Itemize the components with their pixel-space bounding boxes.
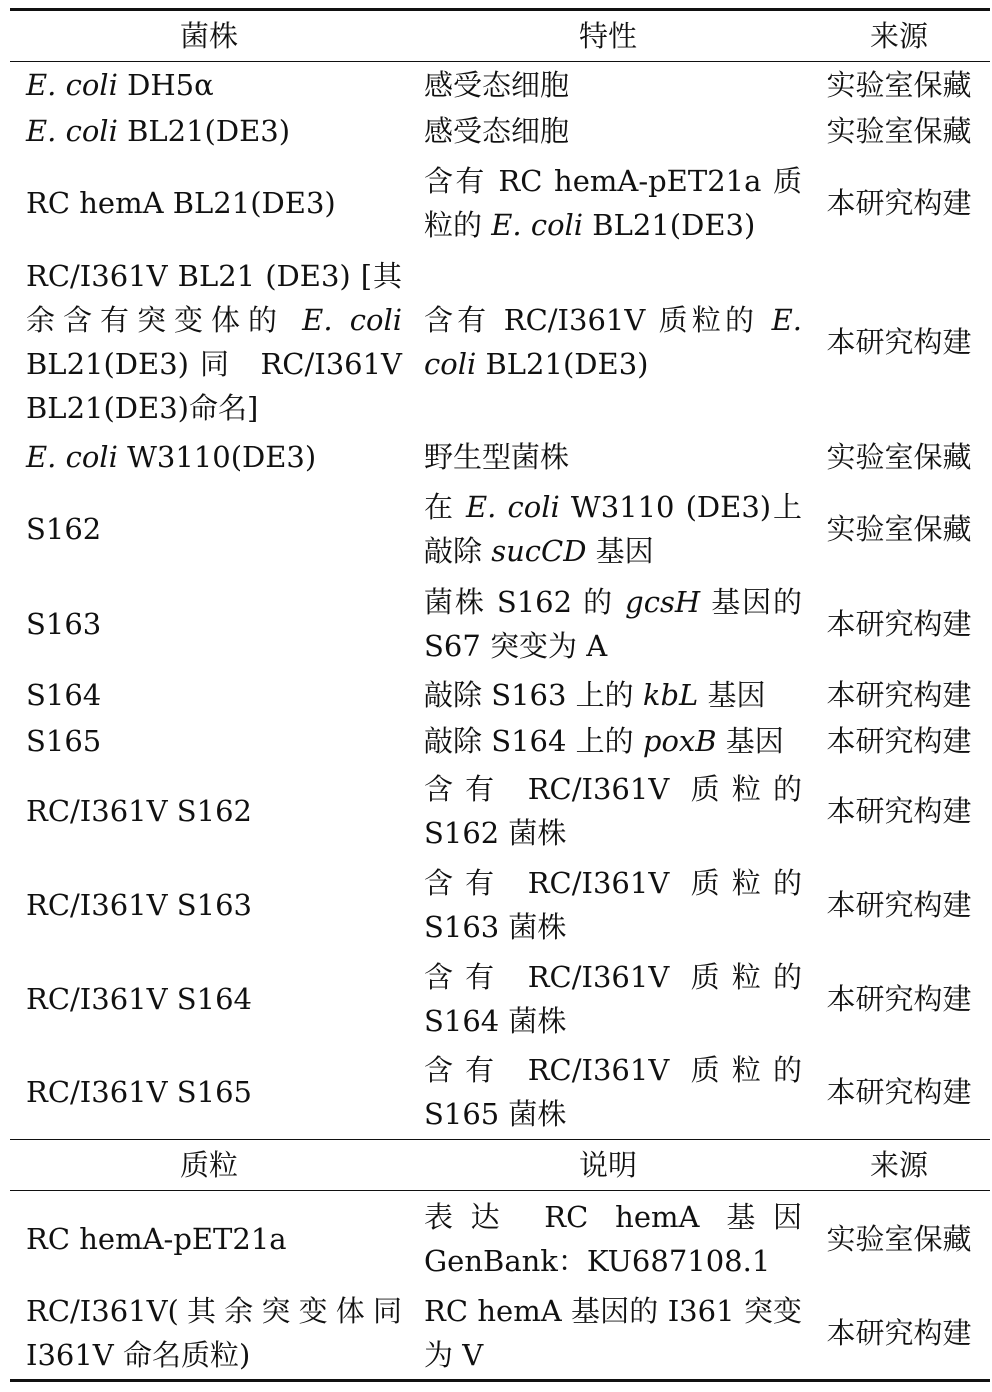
name-cell: RC/I361V BL21 (DE3) [其余含有突变体的 E. coli BL21(DE3)同 RC/I361V BL21(DE3)命名] — [26, 258, 403, 425]
trait-cell: 含有 RC/I361V 质粒的 S163 菌株 — [424, 865, 802, 944]
name-cell: S164 — [26, 677, 102, 712]
header-trait: 特性 — [408, 10, 808, 62]
header-plasmid: 质粒 — [10, 1140, 408, 1191]
strain-row — [10, 252, 990, 432]
source-cell: 本研究构建 — [826, 324, 972, 359]
plasmid-header-row — [10, 1140, 990, 1191]
trait-cell: 含有 RC/I361V 质粒的 S164 菌株 — [424, 959, 802, 1038]
name-cell: E. coli BL21(DE3) — [26, 113, 291, 148]
name-cell: RC hemA BL21(DE3) — [26, 185, 336, 220]
source-cell: 本研究构建 — [826, 677, 972, 712]
trait-cell: RC hemA 基因的 I361 突变为 V — [408, 1287, 808, 1381]
strain-row — [10, 858, 990, 952]
strain-row — [10, 764, 990, 858]
strain-row — [10, 718, 990, 764]
name-cell: RC/I361V S162 — [26, 793, 252, 828]
source-cell: 本研究构建 — [826, 793, 972, 828]
plasmid-rows — [10, 1191, 990, 1381]
strain-row — [10, 1046, 990, 1140]
trait-cell: 野生型菌株 — [424, 439, 570, 474]
name-cell: RC/I361V S163 — [26, 887, 252, 922]
source-cell: 本研究构建 — [826, 185, 972, 220]
source-cell: 本研究构建 — [808, 1287, 990, 1381]
source-cell: 实验室保藏 — [826, 67, 972, 102]
trait-cell: 含有 RC/I361V 质粒的 S162 菌株 — [424, 771, 802, 850]
header-plasmid-source: 来源 — [808, 1140, 990, 1191]
plasmid-row — [10, 1287, 990, 1381]
strain-rows — [10, 62, 990, 1140]
trait-cell: 敲除 S163 上的 kbL 基因 — [424, 677, 766, 712]
strain-row — [10, 576, 990, 672]
trait-cell: 含有 RC/I361V 质粒的 S165 菌株 — [424, 1053, 802, 1132]
strain-row — [10, 432, 990, 482]
trait-cell: 含有 RC hemA-pET21a 质粒的 E. coli BL21(DE3) — [424, 163, 802, 242]
source-cell: 本研究构建 — [826, 723, 972, 758]
trait-cell: 表达 RC hemA 基因 GenBank：KU687108.1 — [424, 1199, 802, 1278]
name-cell: S165 — [26, 723, 102, 758]
trait-cell: 菌株 S162 的 gcsH 基因的 S67 突变为 A — [424, 584, 802, 663]
strain-row — [10, 482, 990, 576]
strain-row — [10, 108, 990, 154]
name-cell: E. coli DH5α — [26, 67, 214, 102]
strain-row — [10, 952, 990, 1046]
name-cell: S163 — [26, 606, 102, 641]
trait-cell: 含有 RC/I361V 质粒的 E. coli BL21(DE3) — [424, 302, 802, 381]
strain-row — [10, 154, 990, 252]
header-source: 来源 — [808, 10, 990, 62]
source-cell: 实验室保藏 — [826, 439, 972, 474]
strain-row — [10, 62, 990, 108]
strain-row — [10, 672, 990, 718]
header-description: 说明 — [408, 1140, 808, 1191]
source-cell: 本研究构建 — [826, 981, 972, 1016]
source-cell: 本研究构建 — [826, 1075, 972, 1110]
trait-cell: 在 E. coli W3110 (DE3)上敲除 sucCD 基因 — [424, 489, 803, 568]
trait-cell: 感受态细胞 — [424, 67, 570, 102]
strain-plasmid-table — [10, 8, 990, 1382]
source-cell: 实验室保藏 — [826, 511, 972, 546]
source-cell: 实验室保藏 — [826, 113, 972, 148]
name-cell: S162 — [26, 511, 102, 546]
source-cell: 本研究构建 — [826, 606, 972, 641]
name-cell: RC/I361V S165 — [26, 1075, 252, 1110]
name-cell: RC/I361V(其余突变体同 I361V 命名质粒) — [10, 1287, 408, 1381]
table-header-row — [10, 10, 990, 62]
name-cell: E. coli W3110(DE3) — [26, 439, 317, 474]
trait-cell: 敲除 S164 上的 poxB 基因 — [424, 723, 784, 758]
name-cell: RC hemA-pET21a — [26, 1221, 287, 1256]
source-cell: 实验室保藏 — [826, 1221, 972, 1256]
header-strain: 菌株 — [10, 10, 408, 62]
source-cell: 本研究构建 — [826, 887, 972, 922]
name-cell: RC/I361V S164 — [26, 981, 252, 1016]
plasmid-row — [10, 1191, 990, 1287]
trait-cell: 感受态细胞 — [424, 113, 570, 148]
